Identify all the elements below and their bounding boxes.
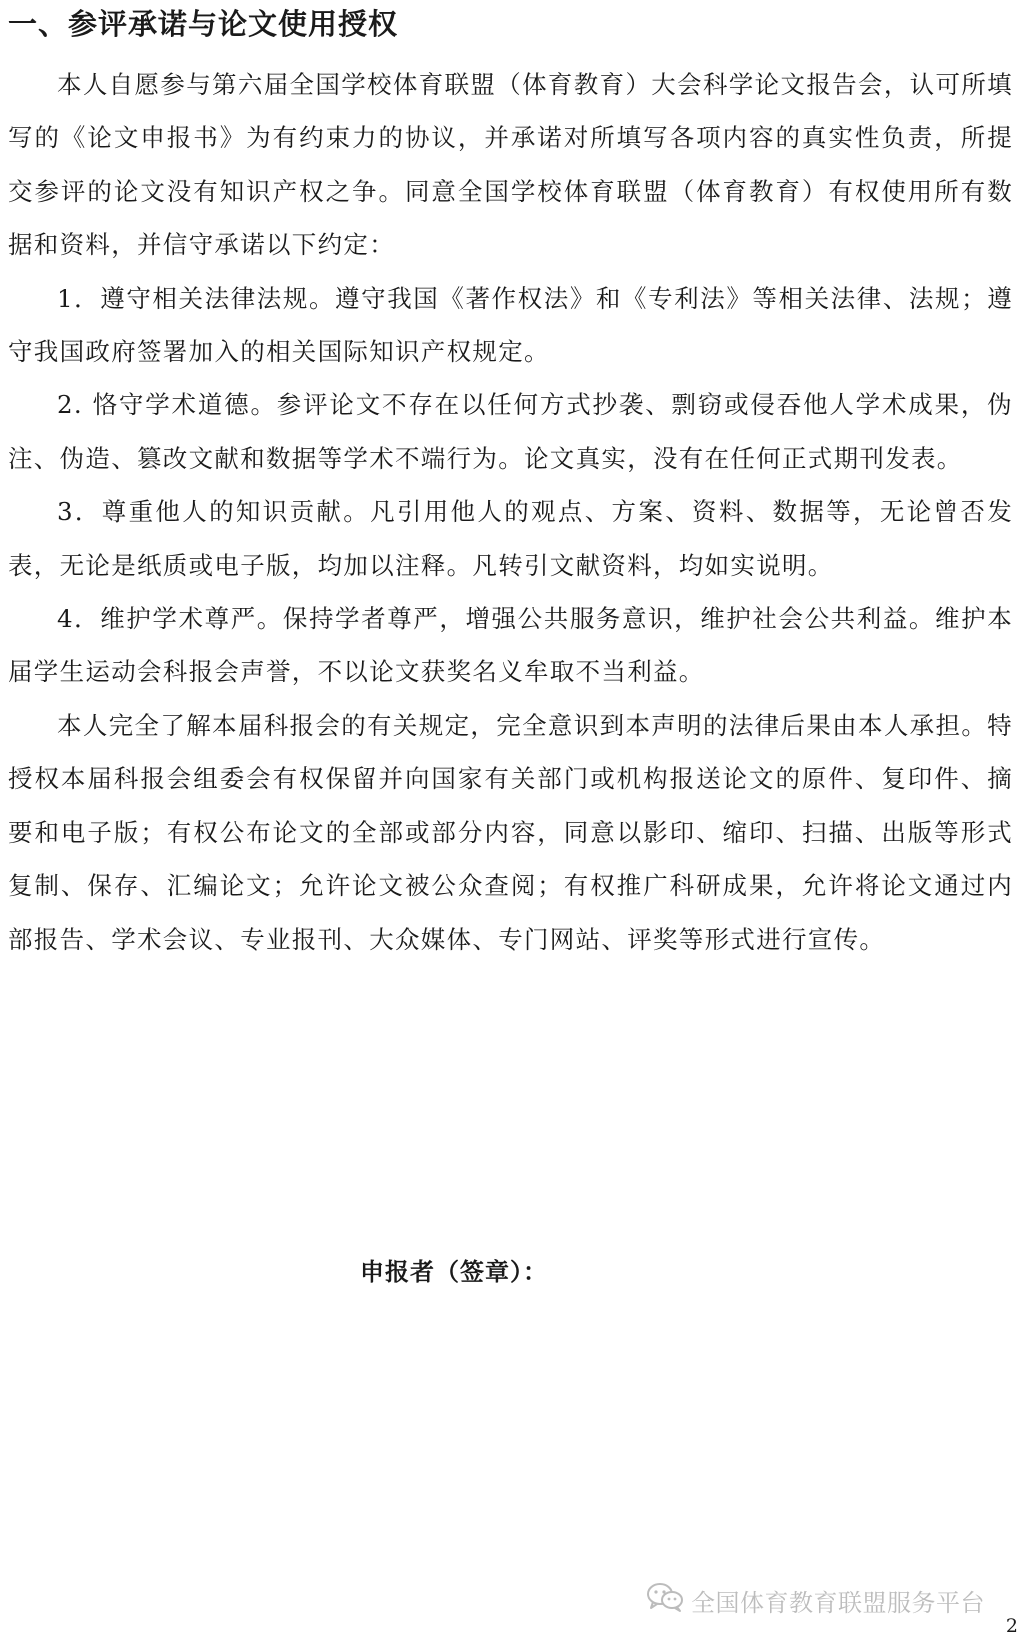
watermark-text: 全国体育教育联盟服务平台 xyxy=(691,1588,985,1617)
paragraph-item-2: 2. 恪守学术道德。参评论文不存在以任何方式抄袭、剽窃或侵吞他人学术成果，伪注、伪造、篡改文献和数据等学术不端行为。论文真实，没有在任何正式期刊发表。 xyxy=(8,390,1013,473)
paragraph-item-4: 4．维护学术尊严。保持学者尊严，增强公共服务意识，维护社会公共利益。维护本届学生运动会科报会声誉，不以论文获奖名义牟取不当利益。 xyxy=(8,604,1013,687)
section-heading: 一、参评承诺与论文使用授权 xyxy=(8,7,399,41)
watermark xyxy=(645,1580,985,1620)
paragraph-authorization: 本人完全了解本届科报会的有关规定，完全意识到本声明的法律后果由本人承担。特授权本届科报会组委会有权保留并向国家有关部门或机构报送论文的原件、复印件、摘要和电子版；有权公布论文的全部或部分内容，同意以影印、缩印、扫描、出版等形式复制、保存、汇编论文；允许论文被公众查阅；有权推广科研成果，允许将论文通过内部报告、学术会议、专业报刊、大众媒体、专门网站、评奖等形式进行宣传。 xyxy=(8,710,1013,954)
signature-label: 申报者（签章）： xyxy=(360,1258,548,1286)
page-number: 2 xyxy=(1005,1615,1018,1637)
paragraph-item-3: 3．尊重他人的知识贡献。凡引用他人的观点、方案、资料、数据等，无论曾否发表，无论是纸质或电子版，均加以注释。凡转引文献资料，均如实说明。 xyxy=(8,497,1013,580)
body-text xyxy=(8,58,1013,966)
paragraph-intro: 本人自愿参与第六届全国学校体育联盟（体育教育）大会科学论文报告会，认可所填写的《论文申报书》为有约束力的协议，并承诺对所填写各项内容的真实性负责，所提交参评的论文没有知识产权之争。同意全国学校体育联盟（体育教育）有权使用所有数据和资料，并信守承诺以下约定： xyxy=(8,70,1013,260)
paragraph-item-1: 1．遵守相关法律法规。遵守我国《著作权法》和《专利法》等相关法律、法规；遵守我国政府签署加入的相关国际知识产权规定。 xyxy=(8,283,1013,367)
wechat-icon xyxy=(645,1581,691,1619)
